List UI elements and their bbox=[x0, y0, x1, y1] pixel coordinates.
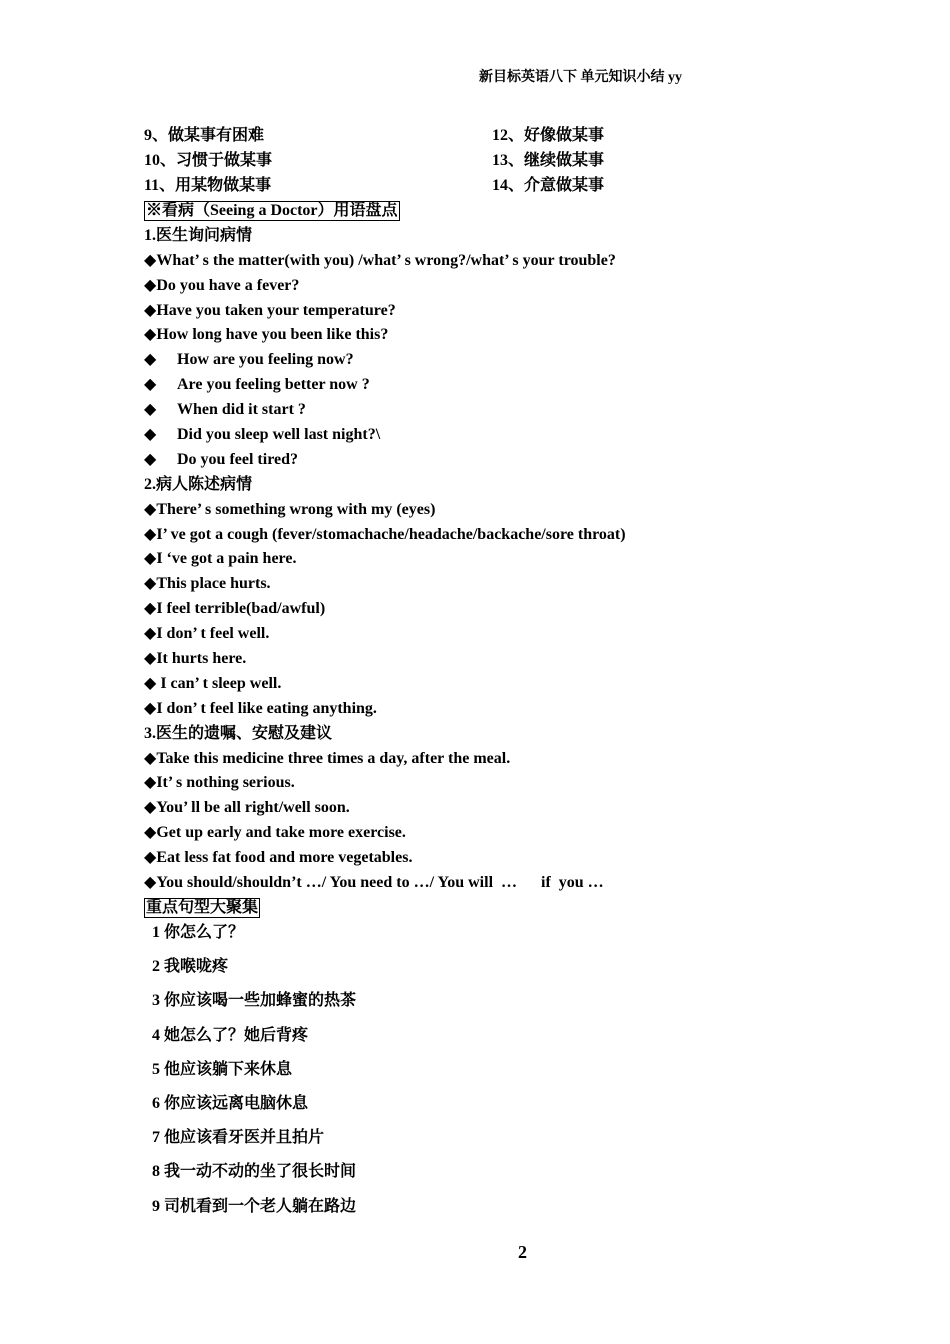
page-number: 2 bbox=[518, 1242, 527, 1262]
phrase-row bbox=[144, 124, 764, 149]
diamond-bullet-icon: ◆ bbox=[144, 376, 157, 394]
diamond-bullet-icon: ◆ bbox=[144, 824, 157, 842]
part1-heading: 1.医生询问病情 bbox=[144, 226, 253, 244]
list-item bbox=[144, 622, 904, 647]
phrase-item: 11、用某物做某事 bbox=[144, 177, 272, 194]
key-sentences-list bbox=[152, 921, 356, 1229]
part3-heading: 3.医生的遗嘱、安慰及建议 bbox=[144, 724, 333, 742]
list-item-text: When did it start ? bbox=[177, 401, 306, 419]
list-item bbox=[144, 647, 904, 672]
list-item bbox=[144, 448, 904, 473]
list-item-text: You should/shouldn’t …/ You need to …/ You will … if you … bbox=[156, 874, 604, 892]
list-item bbox=[144, 249, 904, 274]
list-item-text: I feel terrible(bad/awful) bbox=[156, 600, 326, 618]
list-item-text: I don’ t feel like eating anything. bbox=[156, 699, 377, 717]
list-item bbox=[144, 348, 904, 373]
sentence-item: 4 她怎么了？她后背疼 bbox=[152, 1026, 309, 1044]
list-item-text: Eat less fat food and more vegetables. bbox=[156, 849, 413, 867]
section-title-row bbox=[144, 199, 904, 224]
list-item-text: This place hurts. bbox=[156, 575, 271, 593]
list-item bbox=[144, 523, 904, 548]
diamond-bullet-icon: ◆ bbox=[144, 401, 157, 419]
list-item bbox=[144, 871, 904, 896]
diamond-bullet-icon: ◆ bbox=[144, 749, 157, 767]
list-item bbox=[144, 771, 904, 796]
list-item bbox=[144, 547, 904, 572]
sentence-item: 8 我一动不动的坐了很长时间 bbox=[152, 1163, 357, 1181]
list-item-text: How are you feeling now? bbox=[177, 351, 354, 369]
list-item bbox=[144, 697, 904, 722]
phrase-item: 14、介意做某事 bbox=[492, 177, 605, 194]
doctor-section bbox=[144, 199, 904, 921]
diamond-bullet-icon: ◆ bbox=[144, 450, 157, 468]
list-item-text: Do you feel tired? bbox=[177, 450, 299, 468]
list-item bbox=[144, 747, 904, 772]
list-item-text: Do you have a fever? bbox=[156, 276, 300, 294]
phrase-item: 9、做某事有困难 bbox=[144, 127, 265, 144]
sentence-item: 9 司机看到一个老人躺在路边 bbox=[152, 1197, 357, 1215]
list-item bbox=[144, 373, 904, 398]
list-item-text: It’ s nothing serious. bbox=[156, 774, 295, 792]
list-item-text: I don’ t feel well. bbox=[156, 625, 270, 643]
list-item bbox=[144, 498, 904, 523]
diamond-bullet-icon: ◆ bbox=[144, 550, 157, 568]
list-item-text: It hurts here. bbox=[156, 650, 247, 668]
list-item bbox=[144, 572, 904, 597]
page-header: 新目标英语八下 单元知识小结 yy bbox=[479, 70, 682, 85]
phrase-row bbox=[144, 149, 764, 174]
diamond-bullet-icon: ◆ bbox=[144, 575, 157, 593]
diamond-bullet-icon: ◆ bbox=[144, 874, 157, 892]
list-item bbox=[144, 672, 904, 697]
list-item-text: Are you feeling better now ? bbox=[177, 376, 370, 394]
list-item bbox=[144, 597, 904, 622]
phrase-row bbox=[144, 174, 764, 199]
sentence-item: 6 你应该远离电脑休息 bbox=[152, 1094, 309, 1112]
diamond-bullet-icon: ◆ bbox=[144, 600, 157, 618]
diamond-bullet-icon: ◆ bbox=[144, 699, 157, 717]
doctor-section-title: ※看病（Seeing a Doctor）用语盘点 bbox=[146, 202, 398, 219]
diamond-bullet-icon: ◆ bbox=[144, 301, 157, 319]
key-sentences-title-row bbox=[144, 896, 904, 921]
list-item bbox=[144, 423, 904, 448]
diamond-bullet-icon: ◆ bbox=[144, 326, 157, 344]
diamond-bullet-icon: ◆ bbox=[144, 500, 157, 518]
sentence-item: 7 他应该看牙医并且拍片 bbox=[152, 1129, 325, 1147]
key-sentences-title: 重点句型大聚集 bbox=[146, 898, 259, 916]
list-item-text: Get up early and take more exercise. bbox=[156, 824, 406, 842]
list-item-text: I ‘ve got a pain here. bbox=[156, 550, 297, 568]
sentence-item: 2 我喉咙疼 bbox=[152, 958, 229, 976]
list-item-text: There’ s something wrong with my (eyes) bbox=[156, 500, 436, 518]
list-item bbox=[144, 796, 904, 821]
list-item-text: Did you sleep well last night?\ bbox=[177, 426, 381, 444]
diamond-bullet-icon: ◆ bbox=[144, 276, 157, 294]
diamond-bullet-icon: ◆ bbox=[144, 650, 157, 668]
diamond-bullet-icon: ◆ bbox=[144, 251, 157, 269]
diamond-bullet-icon: ◆ bbox=[144, 351, 157, 369]
diamond-bullet-icon: ◆ bbox=[144, 674, 157, 692]
diamond-bullet-icon: ◆ bbox=[144, 799, 157, 817]
diamond-bullet-icon: ◆ bbox=[144, 625, 157, 643]
list-item bbox=[144, 398, 904, 423]
phrase-item: 10、习惯于做某事 bbox=[144, 152, 273, 169]
phrase-list bbox=[144, 124, 764, 199]
list-item-text: Have you taken your temperature? bbox=[156, 301, 396, 319]
phrase-item: 13、继续做某事 bbox=[492, 152, 605, 169]
list-item-text: Take this medicine three times a day, after the meal. bbox=[156, 749, 511, 767]
diamond-bullet-icon: ◆ bbox=[144, 774, 157, 792]
sentence-item: 3 你应该喝一些加蜂蜜的热茶 bbox=[152, 992, 357, 1010]
list-item bbox=[144, 274, 904, 299]
sentence-item: 1 你怎么了？ bbox=[152, 924, 245, 941]
diamond-bullet-icon: ◆ bbox=[144, 525, 157, 543]
list-item-text: I can’ t sleep well. bbox=[156, 674, 282, 692]
diamond-bullet-icon: ◆ bbox=[144, 849, 157, 867]
list-item-text: You’ ll be all right/well soon. bbox=[156, 799, 350, 817]
phrase-item: 12、好像做某事 bbox=[492, 127, 605, 144]
part2-heading: 2.病人陈述病情 bbox=[144, 475, 253, 493]
list-item-text: What’ s the matter(with you) /what’ s wrong?/what’ s your trouble? bbox=[156, 251, 616, 269]
list-item-text: I’ ve got a cough (fever/stomachache/headache/backache/sore throat) bbox=[156, 525, 626, 543]
diamond-bullet-icon: ◆ bbox=[144, 426, 157, 444]
sentence-item: 5 他应该躺下来休息 bbox=[152, 1060, 293, 1078]
list-item bbox=[144, 323, 904, 348]
list-item bbox=[144, 846, 904, 871]
list-item-text: How long have you been like this? bbox=[156, 326, 389, 344]
list-item bbox=[144, 299, 904, 324]
list-item bbox=[144, 821, 904, 846]
